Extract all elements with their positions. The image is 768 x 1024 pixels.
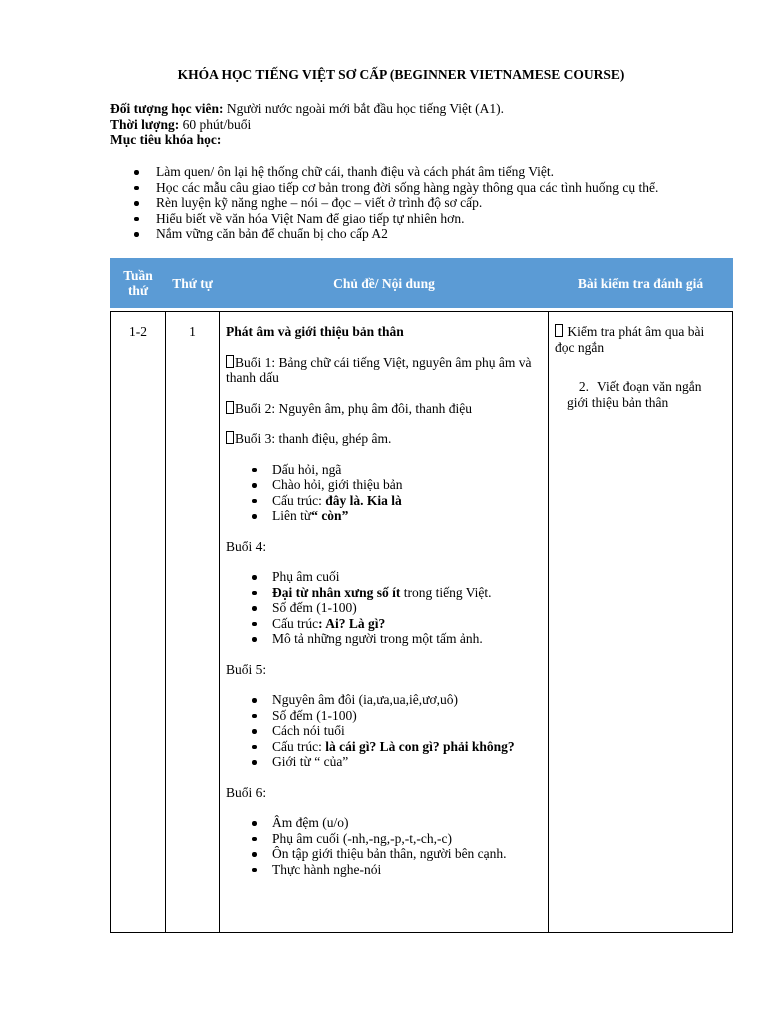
item-text: Cấu trúc — [272, 615, 319, 631]
list-item: Số đếm (1-100) — [226, 600, 542, 616]
checkbox-square-icon — [226, 355, 234, 368]
cell-order: 1 — [166, 312, 220, 933]
item-bold-text: đây là. Kia là — [325, 492, 402, 508]
table-header-row — [111, 259, 733, 308]
syllabus-table — [110, 258, 733, 933]
assessment-2-text: Viết đoạn văn ngắn giới thiệu bản thân — [567, 379, 702, 410]
list-item: Chào hỏi, giới thiệu bản — [226, 477, 542, 493]
document-title: KHÓA HỌC TIẾNG VIỆT SƠ CẤP (BEGINNER VIETNAMESE COURSE) — [177, 67, 625, 82]
item-bold-text: Đại từ nhân xưng số ít — [272, 584, 401, 600]
session-4: Buổi 4: — [226, 538, 267, 554]
header-topic: Chủ đề/ Nội dung — [220, 259, 549, 308]
item-bold-text: là cái gì? Là con gì? phải không? — [325, 738, 515, 754]
session-5-list — [226, 692, 542, 770]
course-meta — [110, 101, 730, 148]
audience-value: Người nước ngoài mới bắt đầu học tiếng Việt (A1). — [223, 101, 505, 116]
cell-topic — [220, 312, 549, 933]
list-item — [226, 585, 542, 601]
goal-item: Học các mẫu câu giao tiếp cơ bản trong đời sống hàng ngày thông qua các tình huống cụ thể. — [110, 180, 730, 196]
session-6-list — [226, 815, 542, 877]
list-item: Giới từ “ của” — [226, 754, 542, 770]
goals-label: Mục tiêu khóa học: — [110, 132, 222, 147]
list-item: Dấu hỏi, ngã — [226, 462, 542, 478]
list-item — [226, 493, 542, 509]
assessment-2 — [555, 379, 726, 410]
audience-line — [110, 101, 730, 117]
list-item: Mô tả những người trong một tấm ảnh. — [226, 631, 542, 647]
duration-line — [110, 117, 730, 133]
list-item: Phụ âm cuối — [226, 569, 542, 585]
list-item: Số đếm (1-100) — [226, 708, 542, 724]
list-item — [226, 508, 542, 524]
assessment-2-number: 2. — [578, 379, 589, 394]
session-2-text: Buổi 2: Nguyên âm, phụ âm đôi, thanh điệu — [235, 400, 472, 416]
item-text: Cấu trúc: — [272, 738, 326, 754]
goal-item: Làm quen/ ôn lại hệ thống chữ cái, thanh điệu và cách phát âm tiếng Việt. — [110, 164, 730, 180]
list-item: Nguyên âm đôi (ia,ưa,ua,iê,ươ,uô) — [226, 692, 542, 708]
item-bold-text: “ còn” — [311, 508, 349, 523]
list-item — [226, 616, 542, 632]
header-assessment: Bài kiểm tra đánh giá — [549, 259, 733, 308]
list-item — [226, 739, 542, 755]
session-3-list — [226, 462, 542, 524]
assessment-1-text: Kiểm tra phát âm qua bài đọc ngắn — [555, 324, 705, 355]
goal-item: Nắm vững căn bản để chuẩn bị cho cấp A2 — [110, 226, 730, 242]
item-text: Liên từ — [272, 508, 312, 523]
list-item: Thực hành nghe-nói — [226, 862, 542, 878]
duration-label: Thời lượng: — [110, 116, 180, 132]
cell-week: 1-2 — [111, 312, 166, 933]
session-3 — [226, 431, 542, 447]
table-row — [111, 312, 733, 933]
session-2 — [226, 401, 542, 417]
header-week: Tuần thứ — [111, 259, 166, 308]
audience-label: Đối tượng học viên: — [110, 101, 224, 116]
session-4-list — [226, 569, 542, 647]
item-text: trong tiếng Việt. — [400, 584, 492, 600]
list-item: Ôn tập giới thiệu bản thân, người bên cạnh. — [226, 846, 542, 862]
goal-item: Hiểu biết về văn hóa Việt Nam để giao tiếp tự nhiên hơn. — [110, 211, 730, 227]
session-3-text: Buổi 3: thanh điệu, ghép âm. — [235, 431, 392, 446]
duration-value: 60 phút/buổi — [179, 116, 252, 132]
goals-heading — [110, 132, 730, 148]
session-1 — [226, 355, 542, 386]
item-bold-text: : Ai? Là gì? — [318, 615, 386, 631]
list-item: Cách nói tuổi — [226, 723, 542, 739]
topic-title: Phát âm và giới thiệu bản thân — [226, 324, 404, 339]
assessment-1 — [555, 324, 726, 355]
list-item: Phụ âm cuối (-nh,-ng,-p,-t,-ch,-c) — [226, 831, 542, 847]
goals-list — [110, 164, 730, 242]
header-order: Thứ tự — [166, 259, 220, 308]
list-item: Âm đệm (u/o) — [226, 815, 542, 831]
goal-item: Rèn luyện kỹ năng nghe – nói – đọc – viết ở trình độ sơ cấp. — [110, 195, 730, 211]
item-text: Cấu trúc: — [272, 492, 326, 508]
session-1-text: Buổi 1: Bảng chữ cái tiếng Việt, nguyên âm phụ âm và thanh dấu — [226, 354, 532, 385]
checkbox-square-icon — [555, 324, 563, 337]
cell-assessment — [549, 312, 733, 933]
checkbox-square-icon — [226, 401, 234, 414]
session-6: Buổi 6: — [226, 784, 267, 800]
session-5: Buổi 5: — [226, 661, 267, 677]
checkbox-square-icon — [226, 431, 234, 444]
